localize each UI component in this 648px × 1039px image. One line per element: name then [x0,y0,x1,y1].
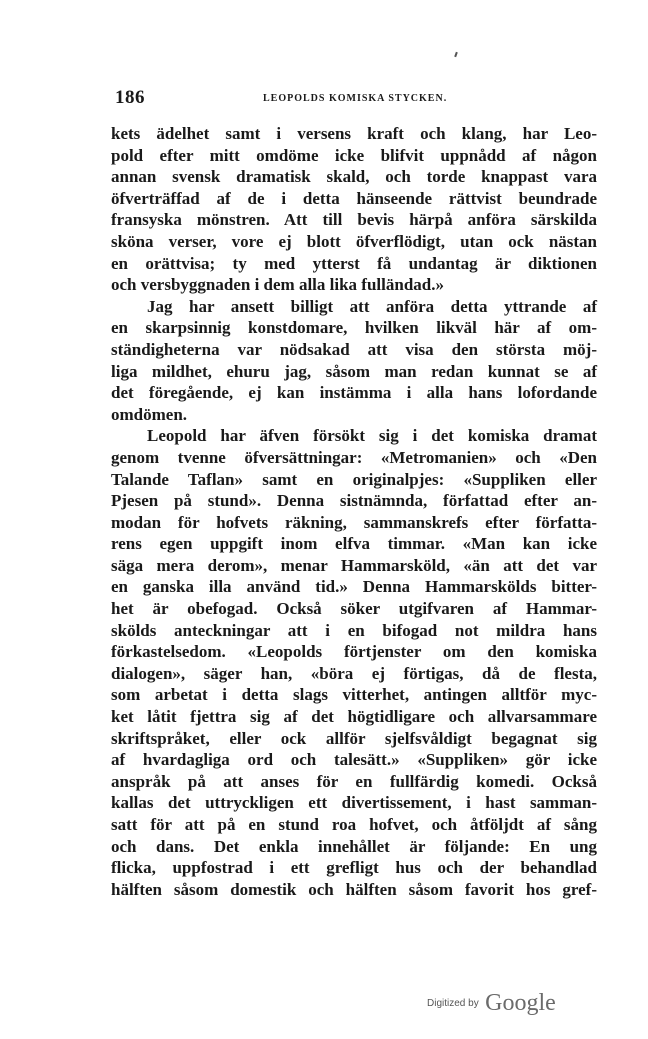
text-line: och versbyggnaden i dem alla lika fulländad.» [111,275,444,295]
text-line: dialogen», säger han, «böra ej förtigas, då de flesta, [111,663,597,683]
text-line: kets ädelhet samt i versens kraft och klang, har Leo- [111,124,597,143]
text-line: liga mildhet, ehuru jag, såsom man redan kunnat se af [111,361,597,381]
text-line: anspråk på att anses för en fullfärdig komedi. Också [111,771,597,791]
text-line: en orättvisa; ty med ytterst få undantag är diktionen [111,253,597,273]
text-line: Jag har ansett billigt att anföra detta yttrande af [147,296,597,316]
text-line: som arbetat i detta slags vitterhet, antingen alltför myc- [111,685,597,705]
text-line: rens egen uppgift inom elfva timmar. «Man kan icke [111,534,597,554]
digitized-watermark [427,990,556,1017]
text-line: skölds anteckningar att i en bifogad not mildra hans [111,620,597,640]
running-title: LEOPOLDS KOMISKA STYCKEN. [263,93,448,104]
text-line: kallas det uttryckligen ett divertissement, i hast samman- [111,793,597,813]
text-line: säga mera derom», menar Hammarsköld, «än att det var [111,555,597,575]
text-line: en skarpsinnig konstdomare, hvilken likväl här af om- [111,318,597,338]
text-line: pold efter mitt omdöme icke blifvit uppnådd af någon [111,145,597,165]
text-line: fransyska mönstren. Att till bevis härpå anföra särskilda [111,210,597,230]
page-number: 186 [115,87,145,108]
body-text [111,123,597,900]
text-line: och dans. Det enkla innehållet är följande: En ung [111,836,597,856]
text-line: flicka, uppfostrad i ett grefligt hus och der behandlad [111,858,597,878]
text-line: genom tvenne öfversättningar: «Metromanien» och «Den [111,447,597,467]
text-line: annan svensk dramatisk skald, och torde knappast vara [111,167,597,187]
text-line: Talande Taflan» samt en originalpjes: «Suppliken eller [111,469,597,489]
text-line: sköna verser, vore ej blott öfverflödigt, utan ock nästan [111,231,597,251]
text-line: modan för hofvets räkning, sammanskrefs efter författa- [111,512,597,532]
text-line: ket låtit fjettra sig af det högtidligare och allvarsammare [111,707,597,727]
text-line: satt för att på en stund roa hofvet, och åtföljdt af sång [111,815,597,834]
page-header [115,87,597,111]
text-line: Leopold har äfven försökt sig i det komiska dramat [147,426,597,446]
text-line: af hvardagliga ord och talesätt.» «Suppliken» gör icke [111,750,597,770]
text-line: hälften såsom domestik och hälften såsom favorit hos gref- [111,879,597,899]
google-logo: Google [485,990,556,1016]
text-line: skriftspråket, eller ock allför sjelfsvåldigt begagnat sig [111,728,597,748]
text-line: förkastelsedom. «Leopolds förtjenster om den komiska [111,642,597,662]
text-line: het är obefogad. Också söker utgifvaren af Hammar- [111,599,597,619]
text-line: omdömen. [111,404,188,424]
ink-mark [454,52,458,57]
text-line: Pjesen på stund». Denna sistnämnda, författad efter an- [111,491,597,511]
text-line: öfverträffad af de i detta hänseende rättvist beundrade [111,188,597,208]
text-line: ständigheterna var nödsakad att visa den största möj- [111,339,597,359]
text-line: en ganska illa använd tid.» Denna Hammarskölds bitter- [111,577,597,597]
digitized-label: Digitized by [427,998,479,1009]
text-line: det föregående, ej kan instämma i alla hans lofordande [111,383,597,403]
